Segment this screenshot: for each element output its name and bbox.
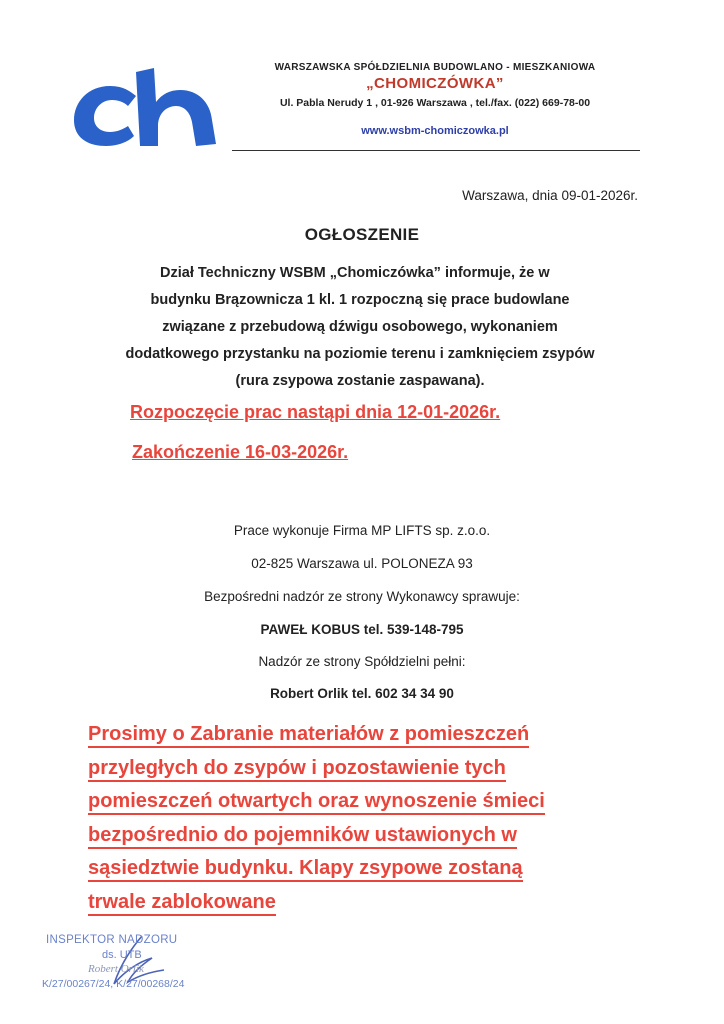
- paragraph-line: dodatkowego przystanku na poziomie terenu i zamknięciem zsypów: [125, 346, 595, 362]
- header-address: Ul. Pabla Nerudy 1 , 01-926 Warszawa , tel./fax. (022) 669-78-00: [279, 97, 591, 109]
- notice-line: pomieszczeń otwartych oraz wynoszenie śmieci: [88, 790, 545, 815]
- contractor-address: 02-825 Warszawa ul. POLONEZA 93: [251, 556, 473, 571]
- stamp-line: ds. UTB: [102, 949, 142, 961]
- notice-line: sąsiedztwie budynku. Klapy zsypowe zostaną: [88, 857, 523, 882]
- header-divider: [232, 150, 640, 151]
- paragraph-line: związane z przebudową dźwigu osobowego, wykonaniem: [162, 319, 558, 335]
- stamp-line: INSPEKTOR NADZORU: [46, 934, 178, 946]
- header-website-link[interactable]: www.wsbm-chomiczowka.pl: [361, 125, 509, 137]
- notice-line: przyległych do zsypów i pozostawienie tych: [88, 757, 506, 782]
- contractor-supervisor-label: Bezpośredni nadzór ze strony Wykonawcy sprawuje:: [204, 589, 520, 604]
- document-date: Warszawa, dnia 09-01-2026r.: [462, 188, 638, 203]
- residents-notice: [88, 718, 668, 919]
- header-organization: WARSZAWSKA SPÓŁDZIELNIA BUDOWLANO - MIESZKANIOWA: [274, 62, 596, 73]
- coop-supervisor: Robert Orlik tel. 602 34 34 90: [270, 686, 454, 701]
- notice-line: trwale zablokowane: [88, 891, 276, 916]
- header-cooperative-name: „CHOMICZÓWKA”: [366, 75, 504, 92]
- announcement-paragraph: [70, 260, 650, 395]
- inspector-stamp: [40, 932, 240, 1002]
- document-title: OGŁOSZENIE: [304, 225, 420, 244]
- contractor-line: Prace wykonuje Firma MP LIFTS sp. z.o.o.: [233, 523, 491, 538]
- cooperative-logo: [70, 68, 220, 148]
- contractor-supervisor: PAWEŁ KOBUS tel. 539-148-795: [260, 622, 464, 637]
- coop-supervisor-label: Nadzór ze strony Spółdzielni pełni:: [258, 654, 466, 669]
- paragraph-line: (rura zsypowa zostanie zaspawana).: [235, 373, 485, 389]
- notice-line: bezpośrednio do pojemników ustawionych w: [88, 824, 517, 849]
- end-date: Zakończenie 16-03-2026r.: [132, 442, 349, 462]
- start-date: Rozpoczęcie prac nastąpi dnia 12-01-2026r.: [130, 402, 501, 422]
- paragraph-line: Dział Techniczny WSBM „Chomiczówka” informuje, że w: [160, 265, 550, 281]
- paragraph-line: budynku Brązownicza 1 kl. 1 rozpoczną się prace budowlane: [150, 292, 570, 308]
- stamp-line: Robert Orlik: [88, 963, 144, 975]
- stamp-line: K/27/00267/24, K/27/00268/24: [42, 978, 185, 990]
- notice-line: Prosimy o Zabranie materiałów z pomieszczeń: [88, 723, 529, 748]
